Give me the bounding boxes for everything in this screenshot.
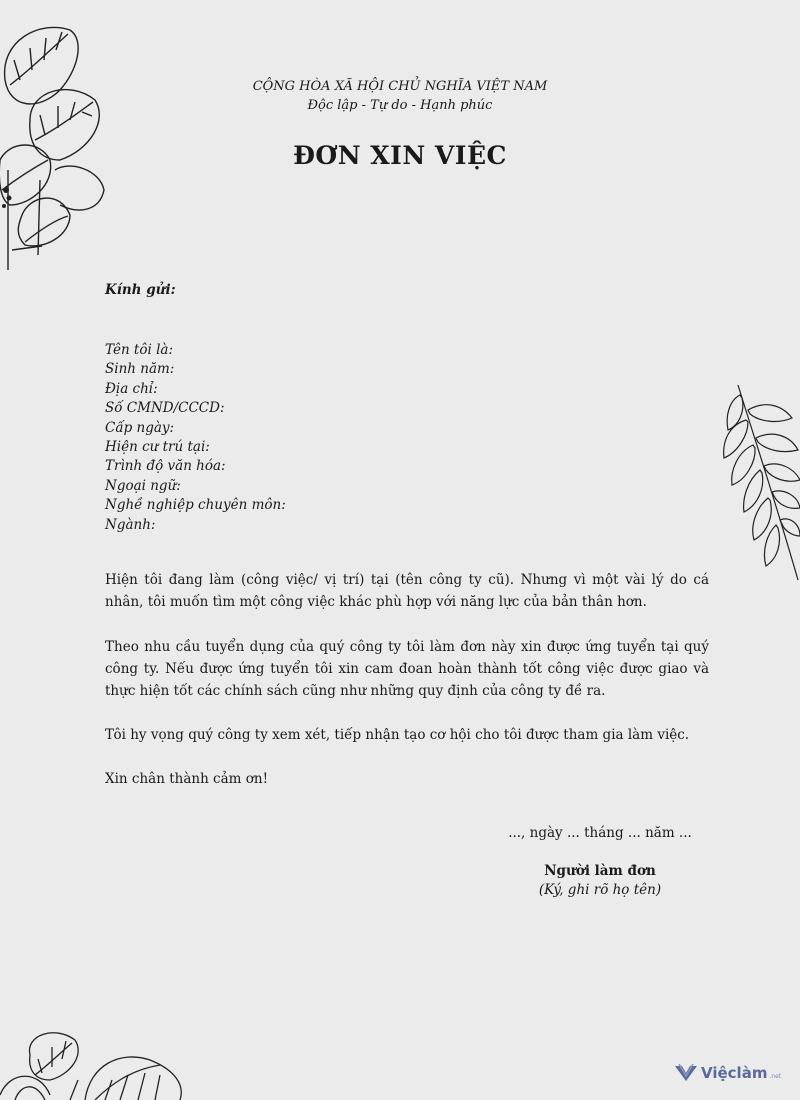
field-residence: Hiện cư trú tại:	[105, 438, 210, 455]
signature-note: (Ký, ghi rõ họ tên)	[538, 882, 662, 898]
logo-name: Việclàm	[701, 1064, 768, 1082]
signature-role: Người làm đơn	[544, 863, 656, 879]
paragraph-thanks: Xin chân thành cảm ơn!	[105, 771, 269, 787]
national-motto: Độc lập - Tự do - Hạnh phúc	[307, 98, 493, 113]
tropical-leaves-icon	[0, 1025, 200, 1100]
fern-branch-icon	[720, 380, 800, 590]
national-heading: CỘNG HÒA XÃ HỘI CHỦ NGHĨA VIỆT NAM	[252, 79, 548, 94]
vieclam-logo[interactable]	[675, 1064, 781, 1082]
field-industry: Ngành:	[105, 516, 156, 533]
logo-suffix: .net	[769, 1072, 782, 1080]
paragraph-hope: Tôi hy vọng quý công ty xem xét, tiếp nhận tạo cơ hội cho tôi được tham gia làm việc.	[105, 727, 690, 743]
recipient-label: Kính gửi:	[105, 282, 176, 298]
signature-date: ..., ngày ... tháng ... năm ...	[508, 825, 692, 841]
document-title: ĐƠN XIN VIỆC	[293, 141, 507, 170]
field-issue-date: Cấp ngày:	[105, 419, 175, 436]
personal-info-list	[105, 341, 286, 535]
paragraph-application: Theo nhu cầu tuyển dụng của quý công ty tôi làm đơn này xin được ứng tuyển tại quý công ty. Nếu được ứng tuyển tôi xin cam đoan hoàn thành tốt công việc được giao và thực hiện tốt các chính sách cũng như những quy định của công ty đề ra.	[105, 639, 709, 699]
vieclam-logo-icon	[675, 1064, 697, 1082]
field-education: Trình độ văn hóa:	[105, 458, 226, 475]
paragraph-current-job: Hiện tôi đang làm (công việc/ vị trí) tại (tên công ty cũ). Nhưng vì một vài lý do cá nhân, tôi muốn tìm một công việc khác phù hợp với năng lực của bản thân hơn.	[105, 572, 709, 610]
field-language: Ngoại ngữ:	[105, 477, 181, 494]
field-address: Địa chỉ:	[105, 380, 158, 397]
field-profession: Nghề nghiệp chuyên môn:	[105, 497, 286, 514]
field-id-number: Số CMND/CCCD:	[105, 400, 225, 417]
field-name: Tên tôi là:	[105, 342, 174, 358]
field-birth-year: Sinh năm:	[105, 361, 175, 378]
